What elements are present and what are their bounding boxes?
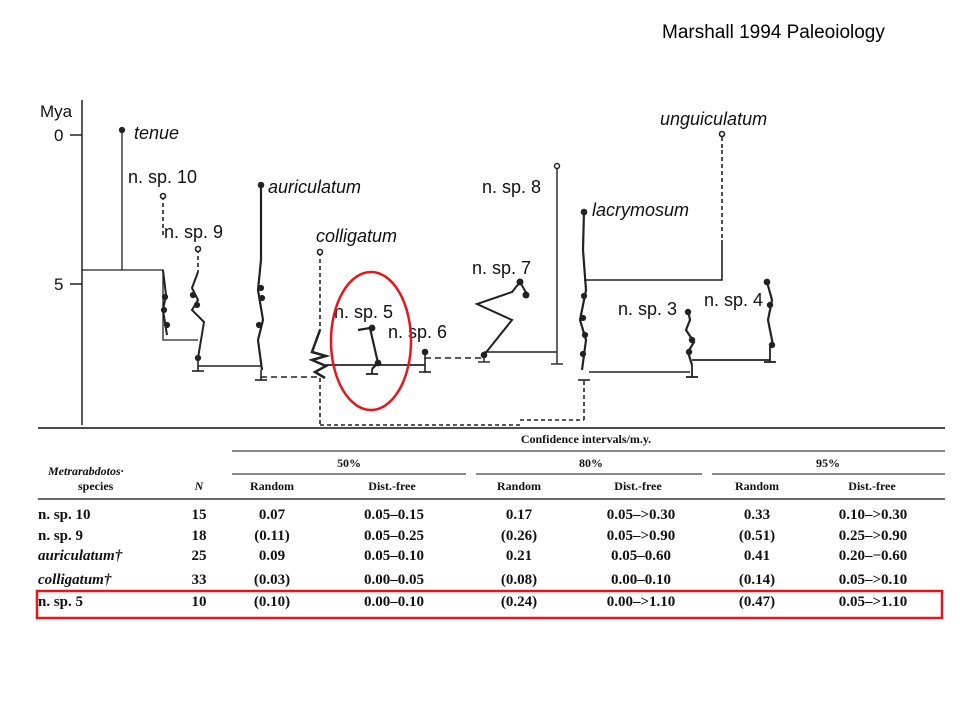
cell: (0.08) xyxy=(500,572,538,588)
cell: 0.09 xyxy=(258,548,286,564)
phylogeny-diagram xyxy=(40,100,776,425)
lineage-nsp9 xyxy=(191,247,261,372)
row-n: 18 xyxy=(191,528,207,544)
subheader-distfree-50: Dist.-free xyxy=(368,479,416,493)
cell: 0.05–0.25 xyxy=(364,528,424,544)
table-row xyxy=(38,572,907,588)
row-species: n. sp. 10 xyxy=(38,507,91,523)
cell: (0.03) xyxy=(253,572,291,588)
tick-label-5: 5 xyxy=(54,275,64,294)
subheader-distfree-80: Dist.-free xyxy=(614,479,662,493)
lineage-nsp10 xyxy=(161,194,170,336)
label-nsp6: n. sp. 6 xyxy=(388,322,448,342)
confidence-table xyxy=(37,428,945,618)
cell: 0.00–>1.10 xyxy=(606,594,676,610)
cell: 0.05–0.60 xyxy=(611,548,671,564)
cell: 0.07 xyxy=(258,507,286,523)
lineage-nsp8 xyxy=(551,164,563,365)
lineage-nsp3 xyxy=(686,310,770,377)
cell: 0.05–>0.90 xyxy=(606,528,676,544)
cell: (0.51) xyxy=(738,528,776,544)
cell: (0.14) xyxy=(738,572,776,588)
species-header-1: Metrarabdotos· xyxy=(48,464,124,478)
cell: 0.17 xyxy=(505,507,533,523)
species-header-2: species xyxy=(78,479,114,493)
cell: 0.05–>0.10 xyxy=(838,572,908,588)
label-nsp8: n. sp. 8 xyxy=(482,177,542,197)
level-50: 50% xyxy=(337,456,361,470)
cell: (0.24) xyxy=(500,594,538,610)
label-nsp4: n. sp. 4 xyxy=(704,290,764,310)
level-95: 95% xyxy=(816,456,840,470)
cell: 0.00–0.10 xyxy=(364,594,424,610)
label-unguiculatum: unguiculatum xyxy=(660,109,768,129)
cell: 0.41 xyxy=(743,548,771,564)
cell: 0.05–>1.10 xyxy=(838,594,908,610)
cell: 0.21 xyxy=(505,548,533,564)
table-row-highlighted xyxy=(38,594,907,610)
lineage-auriculatum xyxy=(255,183,320,381)
n-header: N xyxy=(194,479,204,493)
group-header: Confidence intervals/m.y. xyxy=(520,432,652,446)
label-auriculatum: auriculatum xyxy=(268,177,362,197)
row-species: n. sp. 5 xyxy=(38,594,84,610)
label-nsp5: n. sp. 5 xyxy=(334,302,394,322)
row-n: 25 xyxy=(191,548,207,564)
lineage-nsp4 xyxy=(764,280,776,363)
cell: 0.10–>0.30 xyxy=(838,507,908,523)
row-species: n. sp. 9 xyxy=(38,528,84,544)
cell: (0.26) xyxy=(500,528,538,544)
lineage-nsp7 xyxy=(477,280,557,363)
axis-title: Mya xyxy=(40,102,73,121)
table-row xyxy=(38,528,907,544)
row-species: colligatum† xyxy=(38,572,112,588)
subheader-random-50: Random xyxy=(249,479,295,493)
tick-label-0: 0 xyxy=(54,126,64,145)
row-n: 33 xyxy=(191,572,207,588)
citation: Marshall 1994 Paleoiology xyxy=(662,22,885,43)
cell: (0.11) xyxy=(254,528,290,544)
label-nsp10: n. sp. 10 xyxy=(128,167,198,187)
cell: 0.05–>0.30 xyxy=(606,507,676,523)
subheader-random-95: Random xyxy=(734,479,780,493)
cell: 0.05–0.10 xyxy=(364,548,424,564)
cell: 0.33 xyxy=(743,507,771,523)
cell: 0.20–−0.60 xyxy=(838,548,908,564)
highlight-rectangle xyxy=(37,591,942,618)
label-lacrymosum: lacrymosum xyxy=(592,200,690,220)
cell: (0.10) xyxy=(253,594,291,610)
label-nsp3: n. sp. 3 xyxy=(618,299,678,319)
subheader-random-80: Random xyxy=(496,479,542,493)
label-tenue: tenue xyxy=(134,123,180,143)
cell: 0.00–0.10 xyxy=(611,572,671,588)
label-colligatum: colligatum xyxy=(316,226,398,246)
label-nsp9: n. sp. 9 xyxy=(164,222,224,242)
row-n: 15 xyxy=(191,507,207,523)
cell: 0.00–0.05 xyxy=(364,572,424,588)
lineage-nsp6 xyxy=(419,350,484,373)
level-80: 80% xyxy=(579,456,603,470)
row-n: 10 xyxy=(191,594,207,610)
cell: 0.05–0.15 xyxy=(364,507,424,523)
table-row xyxy=(38,507,907,523)
cell: 0.25–>0.90 xyxy=(838,528,908,544)
row-species: auriculatum† xyxy=(38,548,123,564)
label-nsp7: n. sp. 7 xyxy=(472,258,532,278)
subheader-distfree-95: Dist.-free xyxy=(848,479,896,493)
cell: (0.47) xyxy=(738,594,776,610)
table-row xyxy=(38,548,907,564)
